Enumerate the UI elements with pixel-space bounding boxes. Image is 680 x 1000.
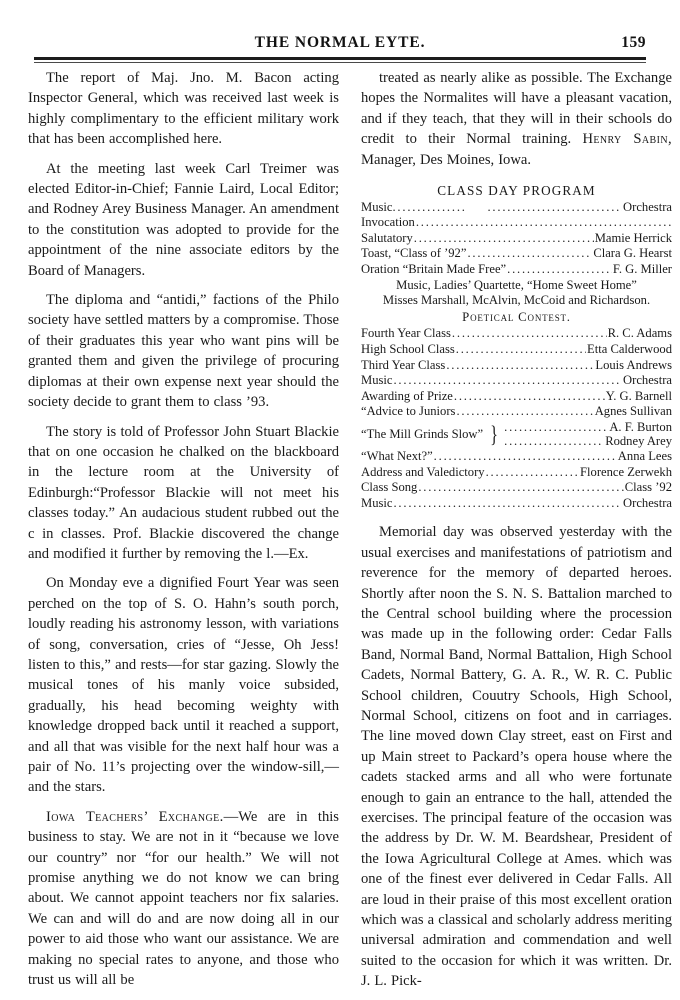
program-heading: CLASS DAY PROGRAM (437, 183, 596, 199)
class-day-program (361, 183, 672, 511)
dot-leader (456, 404, 593, 420)
program-quartette-members-line: Misses Marshall, McAlvin, McCoid and Richardson. (382, 293, 651, 308)
program-entry-title: “What Next?” (361, 448, 433, 463)
program-entry-title: Music (361, 495, 393, 510)
paragraph-blackie-anecdote: The story is told of Professor John Stuart Blackie that on one occasion he chalked on the blackboard in the lecture room at the University of Edinburgh:“Professor Blackie will not meet his classes today.” An audacious student rubbed out the c in classes. Prof. Blackie discovered the change and modified it further by removing the l.—Ex. (28, 423, 339, 562)
program-entry-title: “Advice to Juniors (361, 404, 456, 419)
signature-henry-sabin: Henry Sabin, (582, 131, 672, 148)
program-entries-part3 (361, 449, 672, 511)
performer-name: F. G. Miller (612, 262, 672, 276)
exchange-body: —We are in this business to stay. We are not in it “because we love our country” nor “for our health.” We will not promise anything we do not know we can bring about. We cannot appoint teachers nor fix salaries. We can and will do and are now doing all in our power to aid those who want our assistance. We are making no special rates to anyone, and those who trust us will all be (28, 808, 339, 989)
dot-leader (454, 389, 605, 405)
paragraph-memorial-day: Memorial day was observed yesterday with the usual exercises and manifestations of patriotism and reverence for the memory of departed heroes. Shortly after noon the S. N. S. Battalion marched to the Central school building where the procession was made up in the following order: Cedar Falls Band, Normal Band, Normal Battalion, High School Cadets, Normal Battery, G. A. R., W. R. C. Public School children, Couutry Schools, High School, Normal School, citizens on foot and in carriages. The line moved down Clay street, east on First and up Main street to Packard’s opera house where the cadets stacked arms and all who were fortunate enough to gain an entrance to the hall, attended the exercises. The principal feature of the occasion was the address by Dr. W. M. Beardshear, President of the Iowa Agricultural College at Ames. which was one of the finest ever delivered in Cedar Falls. All are loud in their praise of this most excellent oration which was a classical and scholarly address meriting universal admiration and commendation and well suited to the occasion for which it was written. Dr. J. L. Pick- (361, 524, 672, 990)
dot-leader (414, 231, 594, 247)
performer-name: Y. G. Barnell (605, 388, 672, 403)
dot-leader (392, 200, 470, 216)
performer-name: Mamie Herrick (594, 230, 672, 245)
program-music-quartette-line: Music, Ladies’ Quartette, “Home Sweet Home” (396, 277, 637, 292)
program-entry (361, 200, 672, 216)
program-entry (361, 246, 672, 262)
program-entry-title: Fourth Year Class (361, 326, 451, 341)
dot-leader (487, 200, 622, 216)
program-entry (361, 231, 672, 247)
paragraph-exchange-continued (361, 68, 672, 170)
program-subheading-poetical-contest: Poetical Contest. (462, 309, 571, 324)
program-entry (361, 480, 672, 496)
program-entry (361, 215, 672, 231)
paragraph-philo-diploma: The diploma and “antidi,” factions of the Philo society have settled matters by a compromise. Those of their graduates this year who want pins will be granted them and given the privilege of procuring diplomas at their own expense next year should the society decide to grant them to class ’93. (28, 292, 339, 411)
dot-leader (486, 465, 579, 481)
braced-row (503, 434, 672, 449)
dot-leader (393, 496, 622, 512)
program-entry (361, 373, 672, 389)
signature-role-location: Manager, Des Moines, Iowa. (361, 151, 532, 168)
program-entry-title: Awarding of Prize (361, 388, 453, 403)
dot-leader (467, 246, 592, 262)
program-entry (361, 404, 672, 420)
header-rule-thin (34, 62, 646, 63)
paragraph-fourth-year-porch: On Monday eve a dignified Fourt Year was seen perched on the top of S. O. Hahn’s south porch, loudly reading his astronomy lesson, with variations of song, conversation, cries of “Jesse, Oh Jess! listen to this,” and rests—for star gazing. Slowly the musical tones of his manly voice subsided, gradually, his head becoming weighty with knowledge dropped back until it reached a support, and all that was visible for the next half hour was a pair of No. 11’s projecting over the window-sill,—and the stars. (28, 575, 339, 796)
performer-name: Agnes Sullivan (594, 404, 672, 419)
program-entry-title: Invocation (361, 215, 415, 230)
dot-leader (504, 434, 604, 449)
program-entry-title: Third Year Class (361, 357, 446, 372)
program-entries-part1 (361, 200, 672, 278)
program-entry-title: Address and Valedictory (361, 464, 485, 479)
program-entries-part2 (361, 326, 672, 420)
dot-leader (416, 215, 671, 231)
performer-name: Orchestra (623, 199, 672, 214)
program-entry (361, 496, 672, 512)
dot-leader (504, 420, 608, 435)
running-head (34, 34, 646, 64)
body-columns (28, 68, 672, 990)
program-entry-title: Class Song (361, 480, 418, 495)
program-entry (361, 262, 672, 278)
performer-name: Clara G. Hearst (593, 246, 672, 261)
braced-row (503, 420, 672, 435)
exchange-lead-in: Iowa Teachers’ Exchange. (46, 808, 224, 825)
program-entry (361, 449, 672, 465)
performer-name: R. C. Adams (607, 326, 672, 341)
dot-leader (507, 262, 612, 278)
left-column (28, 68, 339, 989)
program-entry (361, 342, 672, 358)
dot-leader (393, 373, 622, 389)
performer-name: Etta Calderwood (587, 341, 672, 356)
page-number: 159 (621, 34, 646, 51)
paragraph-iowa-teachers-exchange (28, 807, 339, 991)
program-entry (361, 465, 672, 481)
braced-entry-title: “The Mill Grinds Slow” (361, 426, 484, 441)
performer-name: Anna Lees (617, 448, 672, 463)
program-entry (361, 389, 672, 405)
program-braced-entry (361, 420, 672, 449)
dot-leader (456, 342, 586, 358)
paragraph-editor-election: At the meeting last week Carl Treimer was elected Editor-in-Chief; Fannie Laird, Local Editor; and Rodney Arey Business Manager. An amendment to the constitution was adopted to provide for the appointment of the nine associate editors by the Board of Managers. (28, 160, 339, 279)
performer-name: Class ’92 (624, 480, 672, 495)
publication-title: THE NORMAL EYTE. (254, 34, 426, 51)
program-entry-title: Toast, “Class of ’92” (361, 246, 467, 261)
paragraph-inspector-report: The report of Maj. Jno. M. Bacon acting Inspector General, which was received last week is highly complimentary to the efficient military work that has been accomplished here. (28, 70, 339, 148)
dot-leader (446, 358, 594, 374)
performer-name: Rodney Arey (605, 434, 672, 449)
program-entry-title: Oration “Britain Made Free” (361, 262, 507, 276)
dot-leader (452, 326, 607, 342)
header-rule-thick (34, 57, 646, 60)
program-entry-title: Music (361, 199, 393, 214)
performer-name: Orchestra (623, 495, 672, 510)
performer-name: Louis Andrews (595, 357, 672, 372)
performer-name: A. F. Burton (609, 419, 672, 434)
performer-name: Florence Zerwekh (580, 464, 672, 479)
exchange-continued-body: treated as nearly alike as possible. The Exchange hopes the Normalites will have a pleasant vacation, and if they teach, that they will in their schools do credit to their Normal training. (361, 70, 672, 148)
program-entry (361, 326, 672, 342)
program-entry-title: Salutatory (361, 230, 413, 245)
right-column (361, 68, 672, 990)
dot-leader (434, 449, 617, 465)
performer-name: Orchestra (623, 373, 672, 388)
braced-entry-names (503, 420, 672, 449)
program-entry-title: Music (361, 373, 393, 388)
program-entry (361, 358, 672, 374)
brace-icon: } (490, 421, 499, 447)
dot-leader (418, 480, 623, 496)
program-entry-title: High School Class (361, 341, 455, 356)
